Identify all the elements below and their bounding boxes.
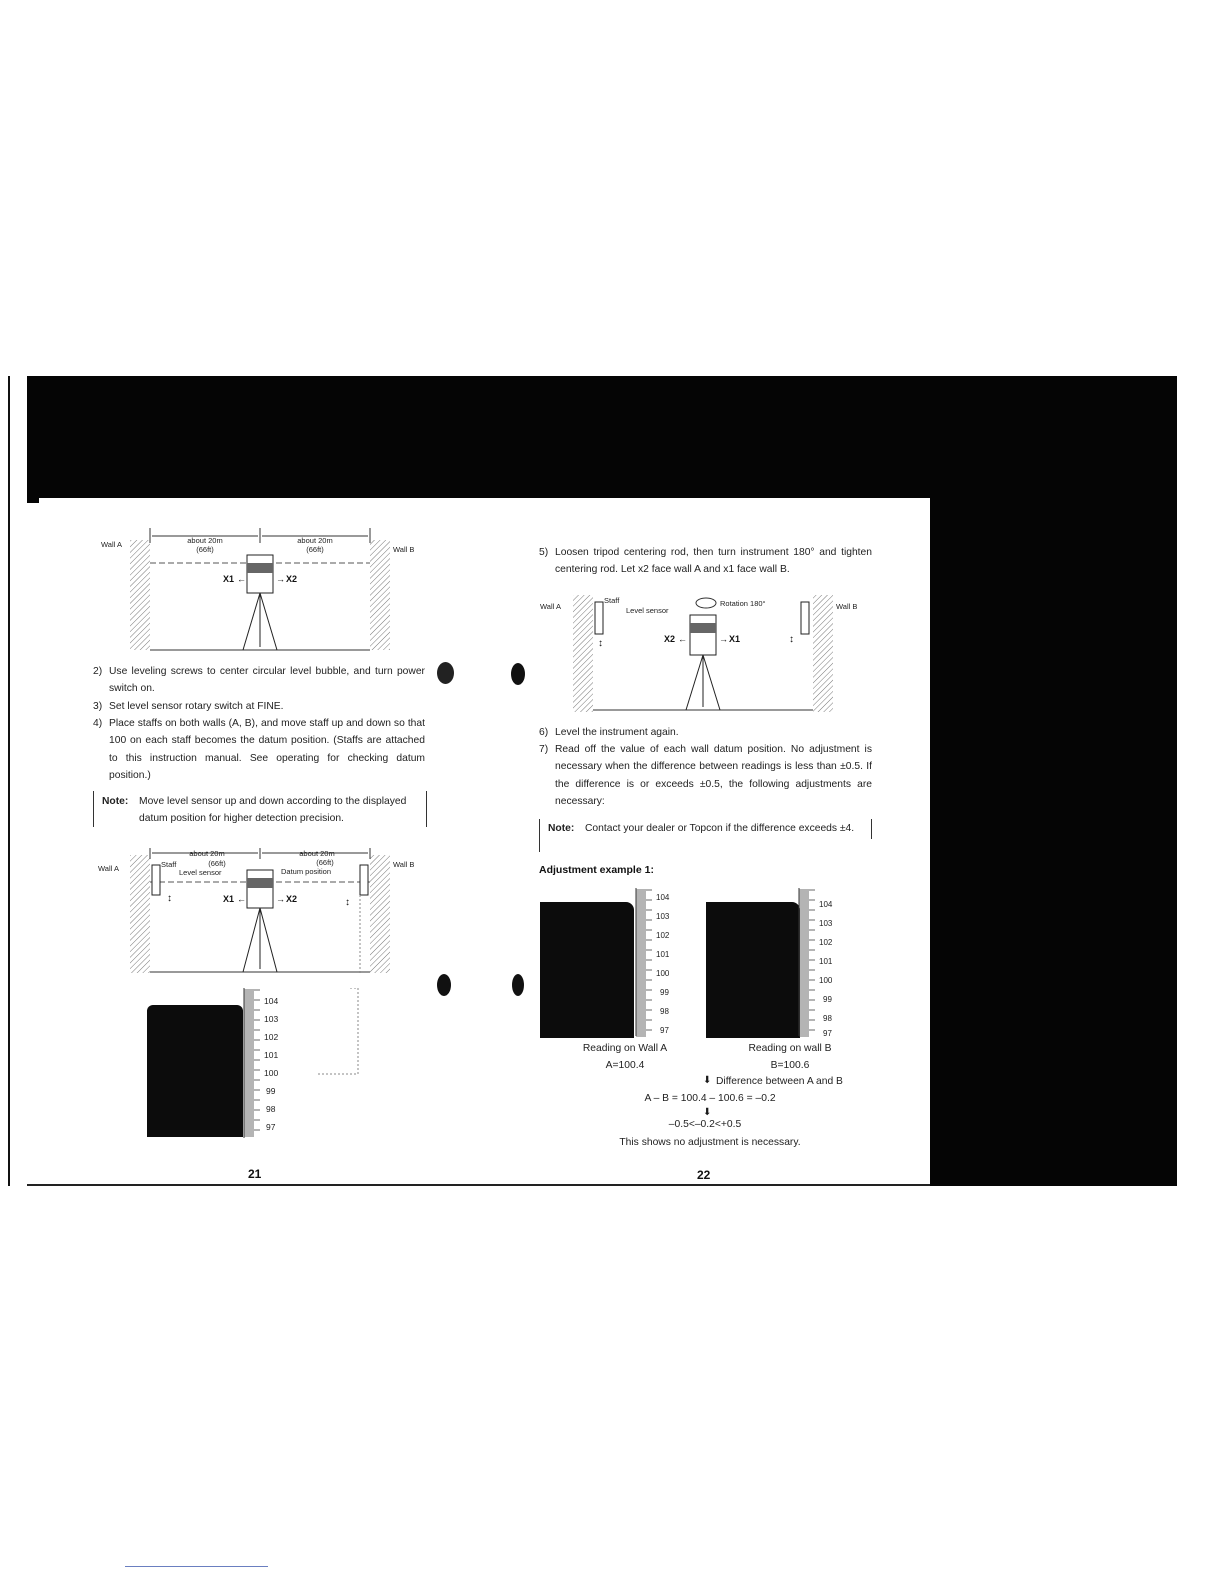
note-left [102, 793, 420, 829]
tolerance-inequality: –0.5<–0.2<+0.5 [668, 1119, 742, 1130]
step-5 [539, 544, 872, 579]
reading-wall-b-value: B=100.6 [770, 1060, 810, 1071]
reading-wall-b-label: Reading on wall B [748, 1043, 832, 1054]
svg-text:104: 104 [819, 900, 833, 909]
reading-wall-a-label: Reading on Wall A [582, 1043, 668, 1054]
svg-text:101: 101 [819, 957, 833, 966]
binder-hole [437, 662, 454, 684]
difference-equation: A – B = 100.4 – 100.6 = –0.2 [644, 1093, 776, 1104]
x2-label: X2 [286, 574, 298, 584]
wall-a-label: Wall A [101, 540, 122, 549]
note-right-label: Note: [548, 823, 575, 834]
page-number-right: 22 [697, 1168, 711, 1182]
svg-text:102: 102 [819, 938, 833, 947]
svg-text:103: 103 [819, 919, 833, 928]
distance-right-label: about 20m [297, 536, 333, 545]
staff-scale-wall-a [632, 888, 682, 1038]
svg-text:↕: ↕ [167, 893, 172, 904]
svg-text:98: 98 [823, 1014, 832, 1023]
step-4-number: 4) [93, 718, 103, 729]
rotation-label: Rotation 180° [720, 599, 766, 608]
level-sensor-label: Level sensor [179, 868, 222, 877]
svg-text:100: 100 [264, 1068, 279, 1078]
svg-text:→: → [719, 634, 728, 644]
svg-text:101: 101 [656, 950, 670, 959]
step-3-number: 3) [93, 701, 103, 712]
svg-text:99: 99 [823, 995, 832, 1004]
note-right-bar-right [871, 819, 872, 839]
wall-b-label-2: Wall B [393, 860, 415, 869]
scan-dark-margin-right [930, 376, 1177, 1186]
svg-text:↕: ↕ [345, 897, 350, 908]
distance-left-label: about 20m [187, 536, 223, 545]
staff-photo-left [147, 1005, 243, 1137]
page-number-left: 21 [248, 1167, 262, 1181]
staff-label: Staff [161, 860, 177, 869]
svg-text:Level sensor: Level sensor [626, 606, 669, 615]
binder-hole [437, 974, 451, 996]
svg-text:104: 104 [656, 893, 670, 902]
note-left-text: Move level sensor up and down according to the displayed datum position for higher detection precision. [139, 796, 407, 824]
svg-text:98: 98 [266, 1104, 276, 1114]
svg-text:101: 101 [264, 1050, 279, 1060]
distance-left-ft: (66ft) [196, 545, 214, 554]
step-7-text: Read off the value of each wall datum position. No adjustment is necessary when the difference between readings is less than ±0.5. If the difference is or exceeds ±0.5, the following adjustments are necessary: [555, 744, 872, 807]
note-left-bar [93, 791, 94, 827]
svg-text:Wall B: Wall B [836, 602, 858, 611]
svg-text:X2: X2 [286, 894, 298, 904]
diagram-walls-instrument [95, 525, 430, 655]
step-2-number: 2) [93, 666, 103, 677]
svg-text:103: 103 [656, 912, 670, 921]
wall-a-shape [130, 540, 150, 650]
svg-text:(66ft): (66ft) [208, 859, 226, 868]
svg-text:97: 97 [266, 1122, 276, 1132]
svg-text:about 20m: about 20m [189, 849, 225, 858]
binder-hole [512, 974, 524, 996]
svg-text:←: ← [678, 634, 687, 644]
staff-scale-left [240, 988, 370, 1140]
step-7 [539, 741, 872, 811]
staff-scale-wall-b [795, 888, 845, 1038]
svg-text:100: 100 [656, 969, 670, 978]
note-right-bar [539, 819, 540, 852]
step-6-number: 6) [539, 727, 549, 738]
step-3 [93, 698, 425, 715]
difference-label: Difference between A and B [716, 1076, 843, 1087]
svg-text:100: 100 [819, 976, 833, 985]
wall-a-label-2: Wall A [98, 864, 119, 873]
svg-text:X1: X1 [223, 894, 235, 904]
svg-text:↕: ↕ [598, 638, 603, 649]
wall-b-label: Wall B [393, 545, 415, 554]
diagram-staffs-on-walls [95, 845, 430, 975]
scan-left-edge [8, 376, 10, 1186]
svg-text:102: 102 [264, 1032, 279, 1042]
svg-text:Staff: Staff [604, 596, 620, 605]
scan-dark-corner [27, 495, 39, 503]
step-4-text: Place staffs on both walls (A, B), and move staff up and down so that 100 on each staff becomes the datum position. (Staffs are attached to this instruction manual. See operating for checking datum position.) [109, 718, 425, 781]
arrow-down-icon: ⬇ [703, 1075, 712, 1086]
step-6-text: Level the instrument again. [555, 727, 679, 738]
staff-photo-wall-a [540, 902, 634, 1038]
svg-text:X1: X1 [729, 634, 741, 644]
svg-text:→: → [276, 574, 285, 584]
x1-label: X1 [223, 574, 235, 584]
adjustment-example-title: Adjustment example 1: [539, 864, 654, 876]
step-2-text: Use leveling screws to center circular level bubble, and turn power switch on. [109, 666, 425, 695]
svg-text:103: 103 [264, 1014, 279, 1024]
step-2 [93, 663, 425, 698]
step-7-number: 7) [539, 744, 549, 755]
svg-text:104: 104 [264, 996, 279, 1006]
svg-text:97: 97 [660, 1026, 669, 1035]
datum-position-label: Datum position [281, 867, 332, 876]
note-left-label: Note: [102, 796, 129, 807]
page-bottom-edge [27, 1184, 930, 1186]
svg-text:↕: ↕ [789, 634, 794, 645]
svg-text:97: 97 [823, 1029, 832, 1038]
note-right-text: Contact your dealer or Topcon if the difference exceeds ±4. [585, 823, 855, 834]
svg-text:←: ← [237, 574, 246, 584]
note-left-bar-right [426, 791, 427, 827]
wall-b-shape [370, 540, 390, 650]
step-3-text: Set level sensor rotary switch at FINE. [109, 701, 284, 712]
arrow-down-icon: ⬇ [703, 1107, 712, 1118]
footer-rule [125, 1566, 268, 1567]
svg-text:X2: X2 [664, 634, 676, 644]
svg-text:102: 102 [656, 931, 670, 940]
svg-text:98: 98 [660, 1007, 669, 1016]
svg-text:about 20m: about 20m [299, 849, 335, 858]
step-5-text: Loosen tripod centering rod, then turn instrument 180° and tighten centering rod. Let x2 face wall A and x1 face wall B. [555, 547, 872, 576]
staff-a-shape [152, 865, 160, 895]
svg-text:(66ft): (66ft) [316, 858, 334, 867]
svg-text:99: 99 [660, 988, 669, 997]
svg-text:Wall A: Wall A [540, 602, 561, 611]
svg-text:99: 99 [266, 1086, 276, 1096]
diagram-rotated-instrument [538, 590, 873, 715]
svg-text:→: → [276, 894, 285, 904]
staff-b-shape [360, 865, 368, 895]
reading-wall-a-value: A=100.4 [605, 1060, 645, 1071]
step-4 [93, 715, 425, 785]
note-right [548, 820, 866, 854]
binder-hole [511, 663, 525, 685]
staff-photo-wall-b [706, 902, 800, 1038]
step-6 [539, 724, 872, 741]
svg-text:←: ← [237, 894, 246, 904]
conclusion-text: This shows no adjustment is necessary. [619, 1137, 801, 1148]
distance-right-ft: (66ft) [306, 545, 324, 554]
instrument-body [247, 555, 273, 593]
step-5-number: 5) [539, 547, 549, 558]
